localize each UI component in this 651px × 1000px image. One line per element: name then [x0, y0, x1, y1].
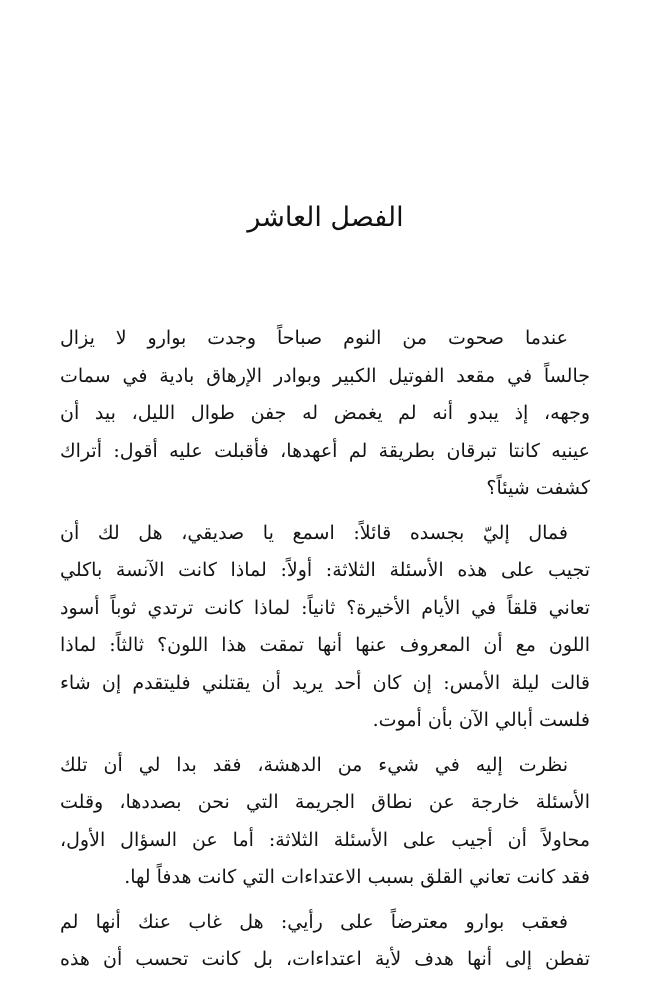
paragraph-1: [60, 320, 590, 508]
paragraph-3: [60, 747, 590, 897]
paragraph-line: فمال إليّ بجسده قائلاً: اسمع يا صديقي، هل لك أن: [60, 521, 568, 544]
paragraph-line: فلست أبالي الآن بأن أموت.: [372, 709, 590, 731]
paragraph-line: نظرت إليه في شيء من الدهشة، فقد بدا لي أن تلك: [60, 753, 568, 776]
paragraph-line: الأسئلة خارجة عن نطاق الجريمة التي نحن بصددها، وقلت: [60, 791, 590, 813]
paragraph-line: فقد كانت تعاني القلق بسبب الاعتداءات التي كانت هدفاً لها.: [124, 866, 590, 888]
paragraph-line: تجيب على هذه الأسئلة الثلاثة: أولاً: لماذا كانت الآنسة باكلي: [60, 559, 590, 581]
paragraph-line: تعاني قلقاً في الأيام الأخيرة؟ ثانياً: لماذا كانت ترتدي ثوباً أسود: [60, 596, 590, 619]
chapter-title: الفصل العاشر: [247, 202, 404, 233]
paragraph-line: وجهه، إذ يبدو أنه لم يغمض له جفن طوال الليل، بيد أن: [60, 402, 590, 424]
chapter-body: [60, 320, 590, 979]
paragraph-4: [60, 904, 590, 979]
paragraph-line: محاولاً أن أجيب على الأسئلة الثلاثة: أما عن السؤال الأول،: [60, 828, 590, 851]
paragraph-line: تفطن إلى أنها هدف لأية اعتداءات، بل كانت تحسب أن هذه: [60, 948, 590, 970]
paragraph-line: عندما صحوت من النوم صباحاً وجدت بوارو لا يزال: [60, 327, 568, 349]
paragraph-line: اللون مع أن المعروف عنها أنها تمقت هذا اللون؟ ثالثاً: لماذا: [60, 634, 590, 656]
paragraph-line: فعقب بوارو معترضاً على رأيي: هل غاب عنك أنها لم: [60, 910, 568, 933]
paragraph-line: عينيه كانتا تبرقان بطريقة لم أعهدها، فأقبلت عليه أقول: أتراك: [60, 439, 590, 462]
paragraph-2: [60, 515, 590, 740]
paragraph-line: جالساً في مقعد الفوتيل الكبير وبوادر الإرهاق بادية في سمات: [60, 364, 590, 387]
paragraph-line: كشفت شيئاً؟: [486, 477, 590, 499]
paragraph-line: قالت ليلة الأمس: إن كان أحد يريد أن يقتلني فليتقدم إن شاء: [60, 671, 590, 694]
